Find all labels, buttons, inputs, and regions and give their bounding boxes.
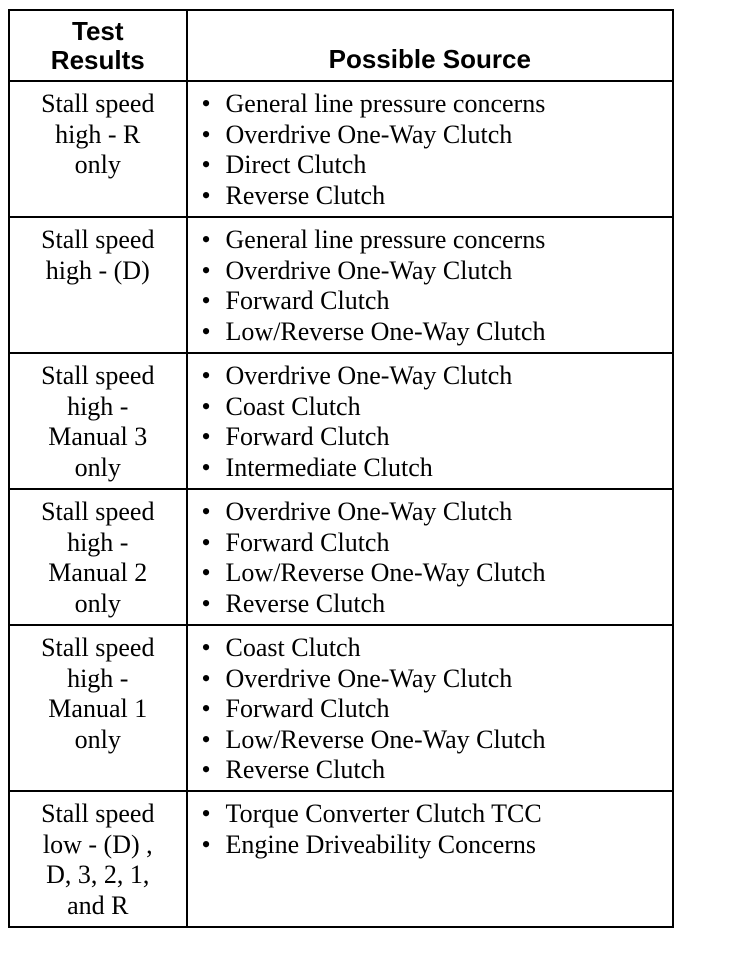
list-item [202,225,672,256]
source-text: General line pressure concerns [225,225,546,254]
bullet-icon: • [201,829,211,859]
list-item [202,422,672,453]
test-result-line: Stall speed [41,225,155,254]
test-result-line: Manual 2 [48,558,148,587]
source-text: Overdrive One-Way Clutch [225,119,513,149]
source-text: Intermediate Clutch [225,452,433,482]
source-text: Forward Clutch [225,422,390,451]
test-result-line: only [74,150,121,179]
bullet-icon: • [201,558,211,587]
list-item [202,694,672,725]
bullet-icon: • [201,286,211,315]
test-result-line: only [74,724,121,754]
list-item [202,89,672,120]
bullet-icon: • [201,422,211,451]
test-result-line: high - [67,663,129,693]
source-text: Direct Clutch [225,150,367,179]
list-item [202,317,672,348]
test-result-line: high - [67,527,129,557]
table-row [9,81,673,217]
table-row [9,353,673,489]
source-text: Reverse Clutch [225,180,386,210]
list-item [202,589,672,620]
test-result-cell [9,81,187,217]
source-text: Overdrive One-Way Clutch [225,497,513,526]
source-text: Overdrive One-Way Clutch [225,663,513,693]
source-text: Torque Converter Clutch TCC [225,799,542,828]
list-item [202,497,672,528]
list-item [202,633,672,664]
source-text: Engine Driveability Concerns [225,829,537,859]
bullet-icon: • [201,391,211,421]
header-possible-source: Possible Source [187,10,673,81]
bullet-icon: • [201,119,211,149]
source-list [202,89,672,211]
list-item [202,558,672,589]
test-result-cell [9,791,187,927]
possible-source-cell [187,217,673,353]
list-item [202,799,672,830]
table-row [9,489,673,625]
header-test-results-line1: Test [72,16,124,46]
test-result-line: high - (D) [45,255,150,285]
list-item [202,120,672,151]
test-result-cell [9,489,187,625]
source-list [202,225,672,347]
bullet-icon: • [201,316,211,346]
source-text: Coast Clutch [225,633,361,662]
source-list [202,497,672,619]
bullet-icon: • [201,150,211,179]
list-item [202,286,672,317]
source-list [202,633,672,786]
header-test-results [9,10,187,81]
table-row [9,791,673,927]
test-result-line: Stall speed [41,497,155,526]
header-test-results-line2: Results [50,45,145,75]
source-text: Overdrive One-Way Clutch [225,255,513,285]
list-item [202,725,672,756]
bullet-icon: • [201,724,211,754]
list-item [202,664,672,695]
test-result-cell [9,625,187,791]
test-result-cell [9,217,187,353]
possible-source-cell [187,353,673,489]
source-text: Coast Clutch [225,391,361,421]
test-result-line: Manual 1 [48,694,148,723]
test-result-line: D, 3, 2, 1, [46,860,150,889]
possible-source-cell [187,625,673,791]
bullet-icon: • [201,225,211,254]
bullet-icon: • [201,180,211,210]
bullet-icon: • [201,452,211,482]
test-result-line: only [74,588,121,618]
list-item [202,256,672,287]
list-item [202,830,672,861]
test-result-line: Stall speed [41,361,155,390]
list-item [202,755,672,786]
test-result-cell [9,353,187,489]
source-text: Forward Clutch [225,694,390,723]
bullet-icon: • [201,89,211,118]
list-item [202,528,672,559]
table-row [9,625,673,791]
table-body [9,81,673,927]
source-text: Forward Clutch [225,527,390,557]
list-item [202,453,672,484]
list-item [202,392,672,423]
bullet-icon: • [201,361,211,390]
test-result-line: high - [67,391,129,421]
test-result-line: only [74,452,121,482]
possible-source-cell [187,489,673,625]
source-text: Overdrive One-Way Clutch [225,361,513,390]
bullet-icon: • [201,755,211,784]
source-text: Low/Reverse One-Way Clutch [225,316,546,346]
list-item [202,361,672,392]
test-result-line: high - R [55,119,141,149]
bullet-icon: • [201,527,211,557]
bullet-icon: • [201,799,211,828]
bullet-icon: • [201,497,211,526]
test-result-line: Stall speed [41,633,155,662]
bullet-icon: • [201,633,211,662]
bullet-icon: • [201,588,211,618]
source-text: Forward Clutch [225,286,390,315]
possible-source-cell [187,81,673,217]
test-result-line: Stall speed [41,89,155,118]
test-result-line: and R [67,890,129,920]
source-text: Reverse Clutch [225,755,386,784]
bullet-icon: • [201,255,211,285]
source-text: General line pressure concerns [225,89,546,118]
list-item [202,181,672,212]
bullet-icon: • [201,694,211,723]
source-text: Low/Reverse One-Way Clutch [225,724,546,754]
source-text: Low/Reverse One-Way Clutch [225,558,546,587]
stall-test-table [8,9,674,928]
table-row [9,217,673,353]
list-item [202,150,672,181]
source-list [202,361,672,483]
test-result-line: Stall speed [41,799,155,828]
possible-source-cell [187,791,673,927]
source-list [202,799,672,860]
test-result-line: Manual 3 [48,422,148,451]
bullet-icon: • [201,663,211,693]
source-text: Reverse Clutch [225,588,386,618]
test-result-line: low - (D) , [42,829,153,859]
table-header-row [9,10,673,81]
